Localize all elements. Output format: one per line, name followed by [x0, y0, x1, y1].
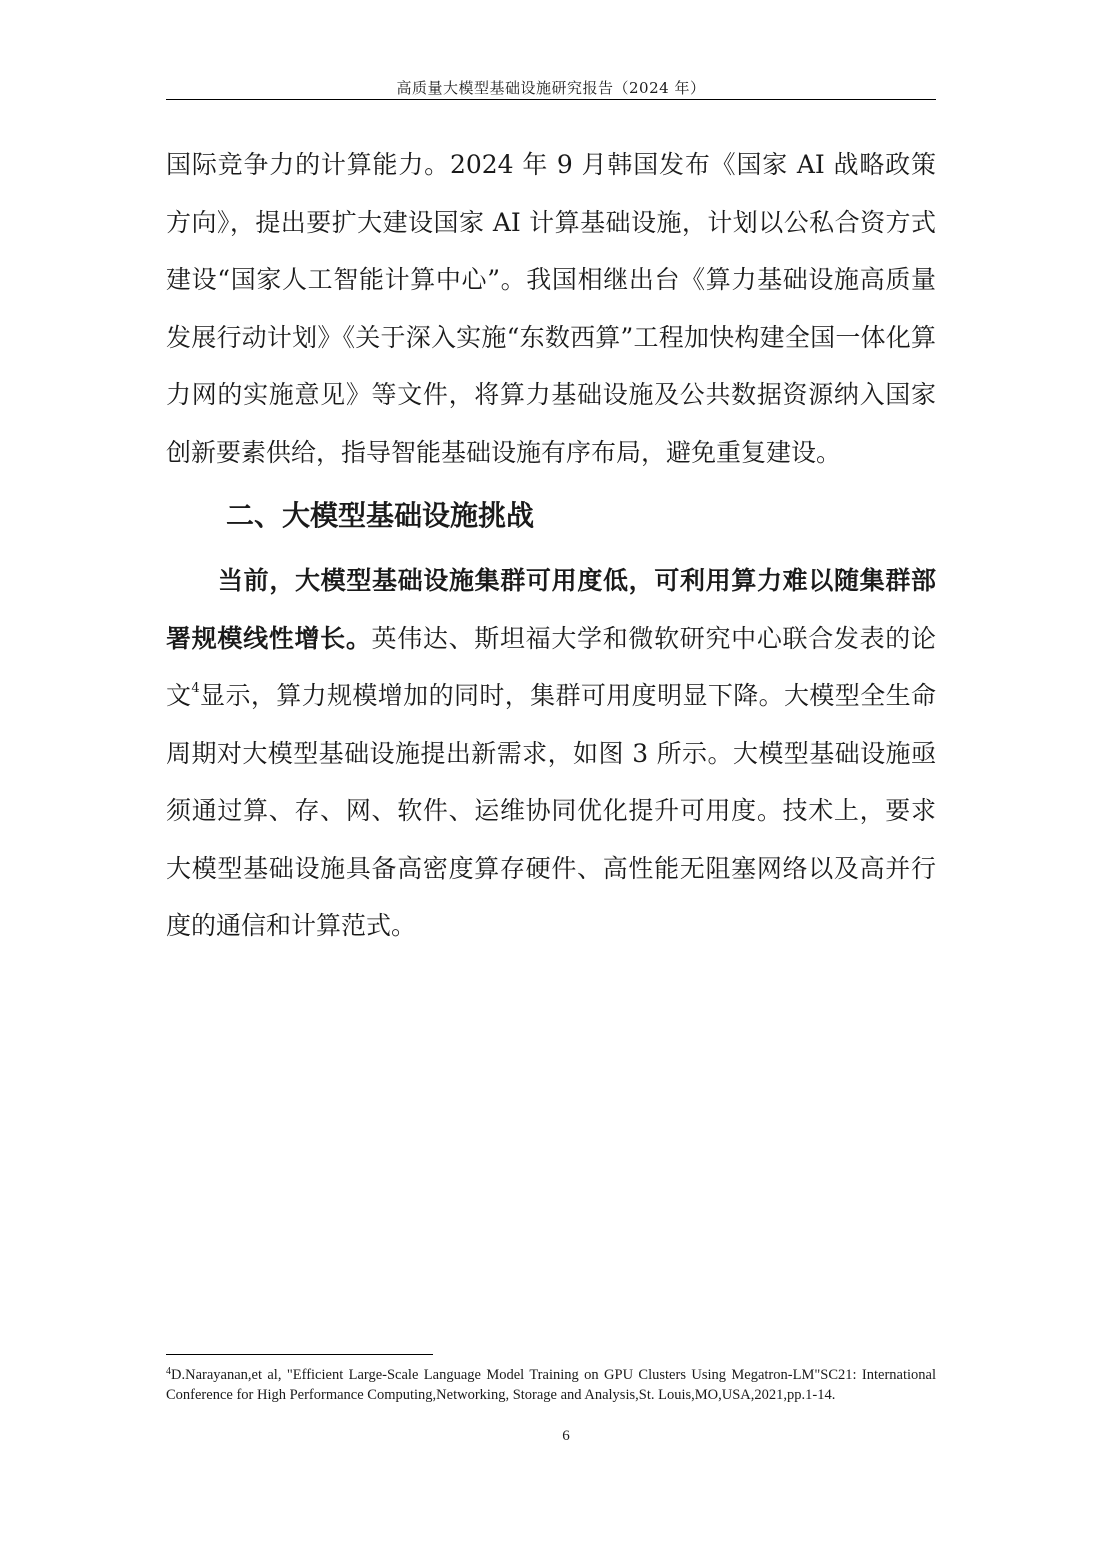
footnote-ref[interactable]: 4	[191, 681, 200, 696]
paragraph-1: 国际竞争力的计算能力。2024 年 9 月韩国发布《国家 AI 战略政策方向》，提出要扩大建设国家 AI 计算基础设施，计划以公私合资方式建设“国家人工智能计算中心”。我国相继出台《算力基础设施高质量发展行动计划》《关于深入实施“东数西算”工程加快构建全国一体化算力网的实施意见》等文件，将算力基础设施及公共数据资源纳入国家创新要素供给，指导智能基础设施有序布局，避免重复建设。	[166, 150, 936, 467]
footnote-divider	[166, 1354, 433, 1355]
running-header: 高质量大模型基础设施研究报告（2024 年）	[396, 79, 706, 97]
page-number: 6	[562, 1428, 570, 1444]
footnote-text: D.Narayanan,et al, "Efficient Large-Scale Language Model Training on GPU Clusters Using Megatron-LM"SC21: International Conference for High Performance Computing,Networking, Storage and Analysis,St. Louis,MO,USA,2021,pp.1-14.	[166, 1367, 936, 1403]
header-divider	[166, 99, 936, 100]
section-heading: 二、大模型基础设施挑战	[226, 499, 535, 532]
paragraph-2-lead: 当前，大模型基础设施集群可用度低，可利用算力难以随集群部署规模线性增长。	[166, 566, 936, 653]
paragraph-2-text-a: 英伟达、斯坦福大学和微软研究中心联合发表的论文	[166, 623, 936, 710]
paragraph-2-text-b: 显示，算力规模增加的同时，集群可用度明显下降。大模型全生命周期对大模型基础设施提出新需求，如图 3 所示。大模型基础设施亟须通过算、存、网、软件、运维协同优化提升可用度。技术上，要求大模型基础设施具备高密度算存硬件、高性能无阻塞网络以及高并行度的通信和计算范式。	[166, 681, 936, 940]
footnote	[166, 1366, 936, 1405]
footnote-marker: 4	[166, 1366, 171, 1377]
paragraph-2	[166, 552, 936, 955]
